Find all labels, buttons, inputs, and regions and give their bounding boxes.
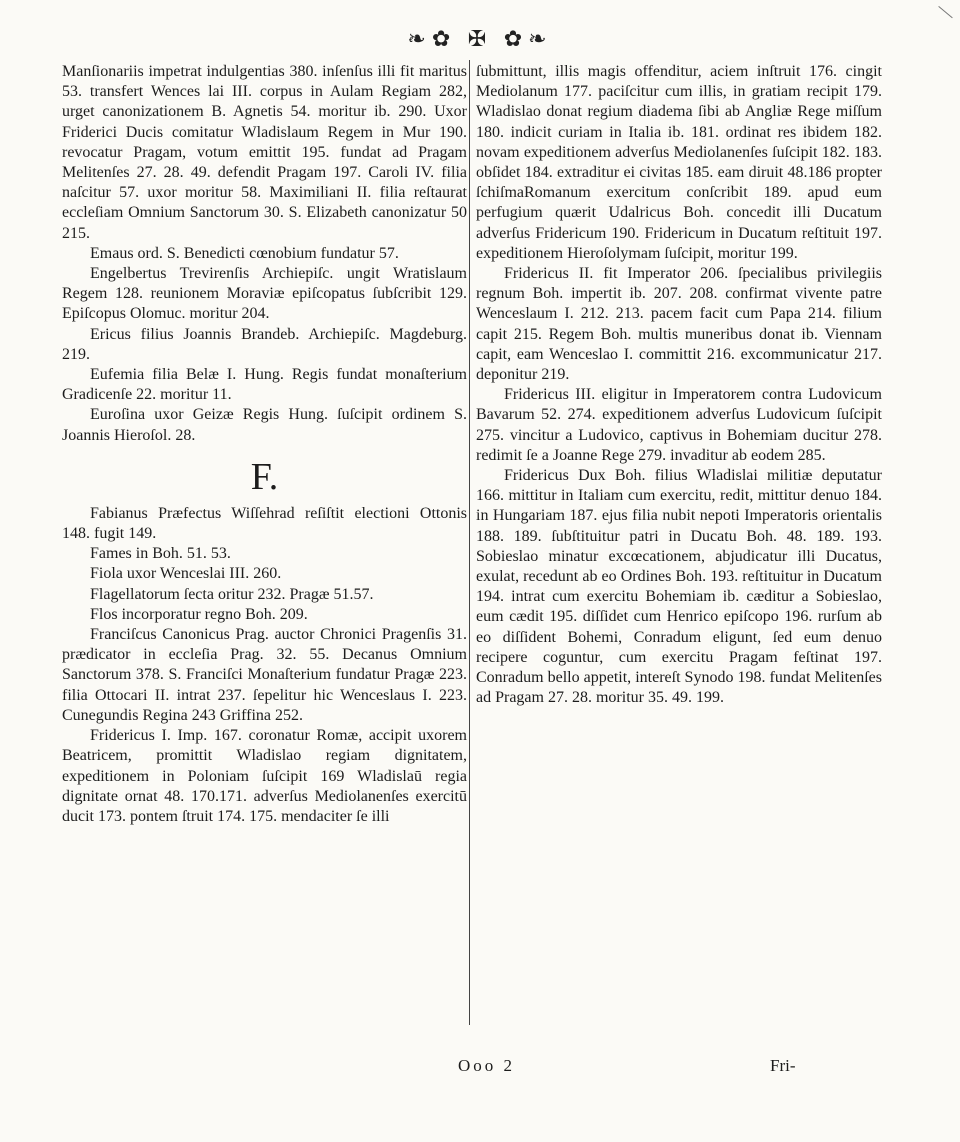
index-entry: Manſionariis impetrat indulgentias 380. inſenſus illi fit maritus 53. transfert Wences lai III. corpus in Aulam Regiam 282, urget canonizationem B. Agnetis 54. moritur ib. 290. Uxor Friderici Ducis comitatur Wladislaum Regem in Mur 190. revocatur Pragam, votum emittit 195. fundat ad Pragam Melitenſes 27. 28. 49. defendit Pragam 197. Caroli IV. filia naſcitur 57. uxor moritur 58. Maximiliani II. filia reſtaurat eccleſiam Omnium Sanctorum 30. S. Elizabeth canonizatur 50 215. <box>62 63 467 242</box>
page-footer <box>0 1056 960 1080</box>
index-entry: ſubmittunt, illis magis offenditur, aciem inſtruit 176. cingit Mediolanum 177. paciſcitur cum illis, in gratiam recipit 179. Wladislao donat regium diadema ſibi ab Angliæ Rege miſſum 180. indicit curiam in Italia ib. 181. ordinat res ibidem 182. novam expeditionem adverſus Mediolanenſes ſuſcipit 182. 183. obſidet 184. extraditur ei civitas 185. eam diruit 48.186 propter ſchiſmaRomanum exercitum conſcribit 189. apud eum perfugium quærit Udalricus Boh. concedit illi Ducatum adverſus Fridericum 190. Fridericum in Ducatum reſtituit 197. expeditionem Hieroſolymam ſuſcipit, moritur 199. <box>476 63 882 262</box>
left-column <box>62 62 467 827</box>
index-entry: Ericus filius Joannis Brandeb. Archiepiſc. Magdeburg. 219. <box>62 325 467 363</box>
index-entry: Fridericus II. fit Imperator 206. ſpecialibus privilegiis regnum Boh. impertit ib. 207. 208. confirmat vivente patre Wenceslaum I. 212. 213. pacem facit cum Papa 214. filium capit 215. Regem Boh. multis muneribus donat ib. Viennam capit, eam Wenceslao I. committit 216. excommunicatur 217. deponitur 219. <box>476 265 882 384</box>
index-entry: Flos incorporatur regno Boh. 209. <box>90 605 308 623</box>
index-entry: Franciſcus Canonicus Prag. auctor Chronici Pragenſis 31. prædicator in eccleſia Prag. 32. 55. Decanus Omnium Sanctorum 378. S. Franciſci Monaſterium fundatur Pragæ 223. filia Ottocari II. intrat 237. ſepelitur hic Wenceslaus I. 223. Cunegundis Regina 243 Griffina 252. <box>62 626 467 724</box>
column-divider <box>469 60 470 1025</box>
section-letter-heading: F. <box>250 455 279 498</box>
index-entry: Fabianus Præfectus Wiſſehrad reſiſtit electioni Ottonis 148. fugit 149. <box>62 504 467 543</box>
index-entry: Flagellatorum ſecta oritur 232. Pragæ 51.57. <box>90 585 374 603</box>
index-entry: Fiola uxor Wenceslai III. 260. <box>90 565 282 583</box>
right-column <box>476 62 882 709</box>
index-entry: Eufemia filia Belæ I. Hung. Regis fundat monaſterium Gradicenſe 22. moritur 11. <box>62 366 467 404</box>
header-ornament: ❧✿ ✠ ✿❧ <box>407 26 553 51</box>
index-entry: Fridericus Dux Boh. filius Wladislai militiæ deputatur 166. mittitur in Italiam cum exercitu, redit, mittitur denuo 184. in Hungariam 187. ejus filia nubit nepoti Imperatoris orientalis 188. 189. ſubſtituitur patri in Ducatu Boh. 48. 189. 193. Sobieslao minatur excœcationem, abjudicatur illi Ducatus, exulat, recedunt ab eo Ordines Boh. 193. reſtituitur in Ducatum 194. intrat cum exercitu Bohemiam ib. cæditur a Sobieslao, eum cædit 195. diſſidet cum Henrico epiſcopo 196. rurſum ab eo diſſident Bohemi, Conradum eligunt, ſed eum denuo recipere coguntur, cum exercitu Pragam feſtinat 197. Conradum bello appetit, intereſt Synodo 198. fundat Melitenſes ad Pragam 27. 28. moritur 35. 49. 199. <box>476 467 882 707</box>
signature-mark: Ooo 2 <box>458 1056 516 1075</box>
index-entry: Engelbertus Trevirenſis Archiepiſc. ungit Wratislaum Regem 128. reunionem Moraviæ epiſcopatus ſubſcribit 129. Epiſcopus Olomuc. moritur 204. <box>62 265 467 323</box>
index-entry: Emaus ord. S. Benedicti cœnobium fundatur 57. <box>90 244 399 262</box>
index-entry: Fridericus III. eligitur in Imperatorem contra Ludovicum Bavarum 52. 274. expeditionem adverſus Ludovicum ſuſcipit 275. vincitur a Ludovico, captivus in Bohemiam ducitur 278. redimit ſe a Joanne Rege 279. invaditur ab eodem 285. <box>476 386 882 464</box>
catchword: Fri- <box>770 1056 796 1075</box>
index-entry: Fames in Boh. 51. 53. <box>90 545 231 563</box>
index-entry: Fridericus I. Imp. 167. coronatur Romæ, accipit uxorem Beatricem, promittit Wladislao regiam dignitatem, expeditionem in Poloniam ſuſcipit 169 Wladislaū regia dignitate ornat 48. 170.171. adverſus Mediolanenſes exercitū ducit 173. pontem ſtruit 174. 175. mendaciter ſe illi <box>62 727 467 825</box>
index-entry: Euroſina uxor Geizæ Regis Hung. ſuſcipit ordinem S. Joannis Hieroſol. 28. <box>62 406 467 444</box>
